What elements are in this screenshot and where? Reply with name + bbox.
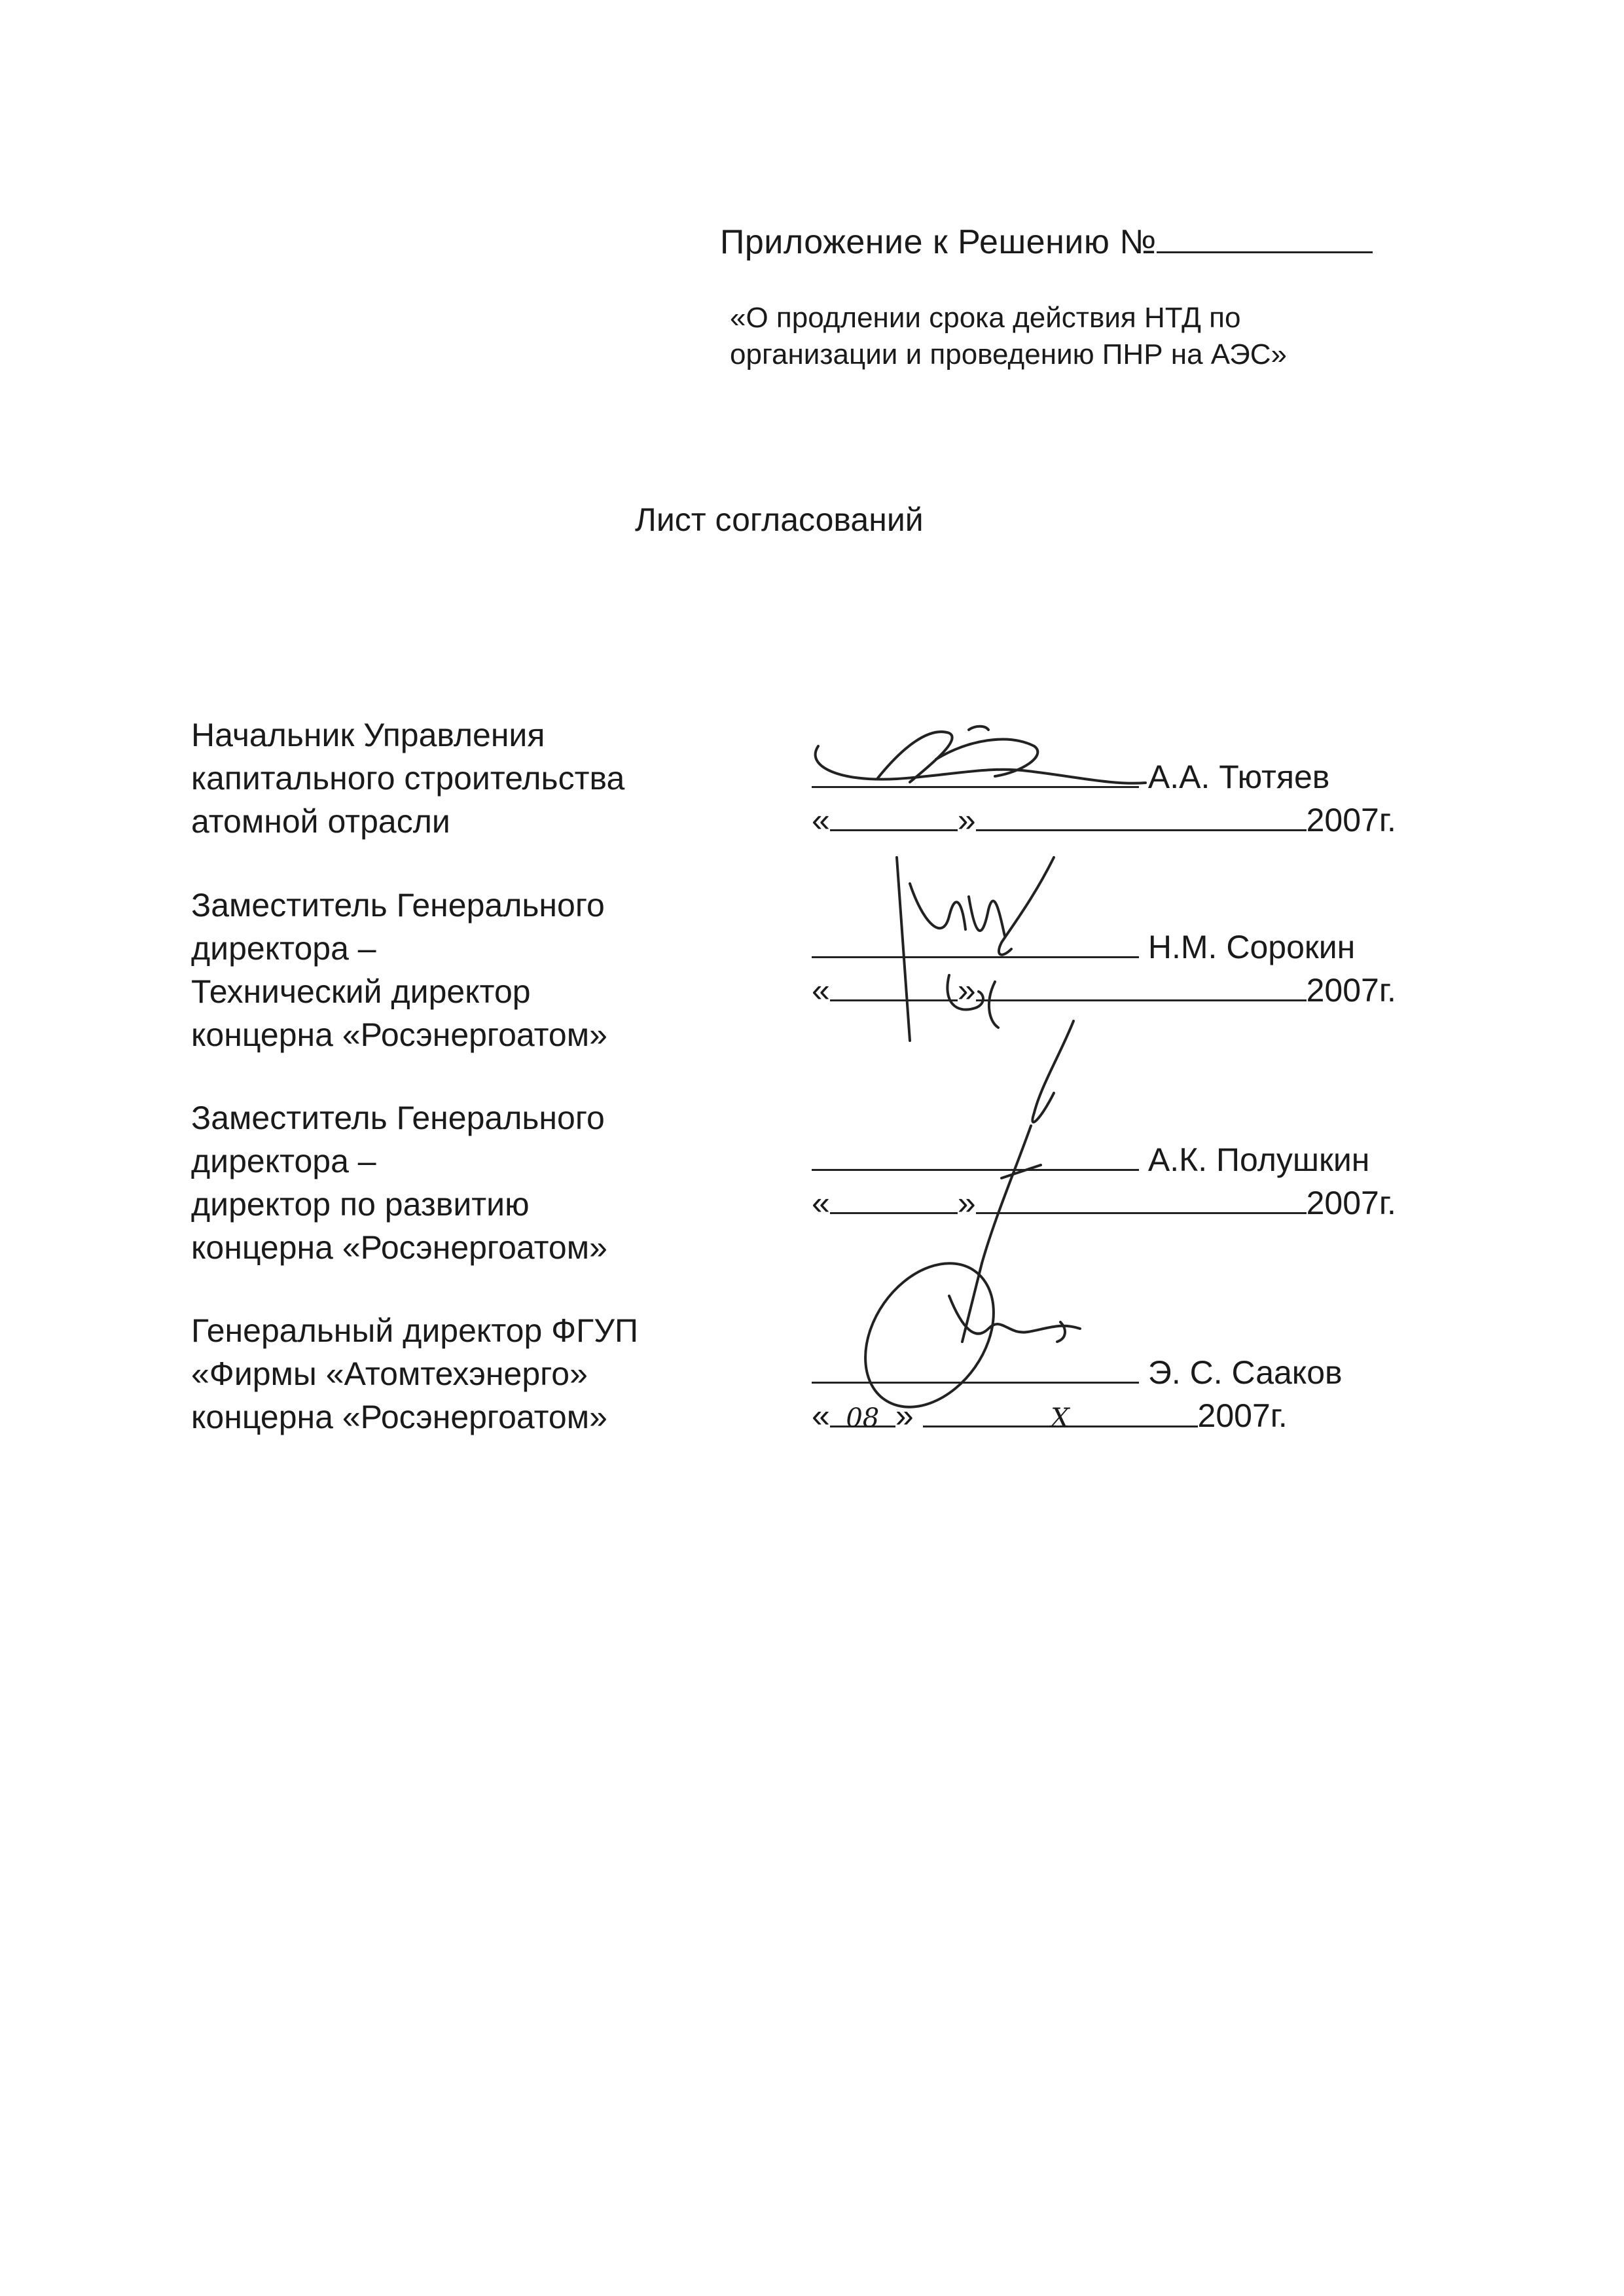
approval-1-year: 2007г.	[1306, 802, 1396, 838]
appendix-header	[720, 223, 1373, 262]
page-title: Лист согласований	[635, 501, 924, 538]
handwritten-day: 08	[830, 1397, 895, 1427]
document-subject	[730, 300, 1287, 373]
approval-1-name: А.А. Тютяев	[1147, 759, 1330, 795]
approval-3-name: А.К. Полушкин	[1147, 1141, 1370, 1178]
approval-3-year: 2007г.	[1306, 1185, 1396, 1221]
signature-saakov-icon	[831, 1257, 1106, 1427]
decision-number-blank	[1157, 223, 1373, 253]
approval-1-position: Начальник Управления капитального строительства атомной отрасли	[191, 717, 625, 840]
approval-2-name: Н.М. Сорокин	[1147, 929, 1356, 965]
approval-4-date-line: « 08 » X 2007г.	[812, 1397, 1288, 1434]
approval-2-position: Заместитель Генерального директора – Технический директор концерна «Росэнергоатом»	[191, 887, 607, 1053]
approval-4-position: Генеральный директор ФГУП «Фирмы «Атомтехэнерго» концерна «Росэнергоатом»	[191, 1312, 638, 1435]
approval-2-year: 2007г.	[1306, 972, 1396, 1009]
appendix-text: Приложение к Решению №	[720, 223, 1157, 261]
approval-3-date-line: « » 2007г.	[812, 1185, 1396, 1221]
subject-line-1: «О продлении срока действия НТД по	[730, 302, 1241, 334]
approval-2-date-line: « » 2007г.	[812, 972, 1396, 1009]
handwritten-month: X	[923, 1397, 1198, 1427]
approval-1-date-line: « » 2007г.	[812, 802, 1396, 838]
subject-line-2: организации и проведению ПНР на АЭС»	[730, 338, 1288, 370]
signature-tyutyaev-icon	[799, 720, 1165, 812]
approval-4-year: 2007г.	[1197, 1397, 1288, 1434]
approval-4-name: Э. С. Сааков	[1147, 1354, 1343, 1391]
approval-3-position: Заместитель Генерального директора – директор по развитию концерна «Росэнергоатом»	[191, 1100, 607, 1266]
